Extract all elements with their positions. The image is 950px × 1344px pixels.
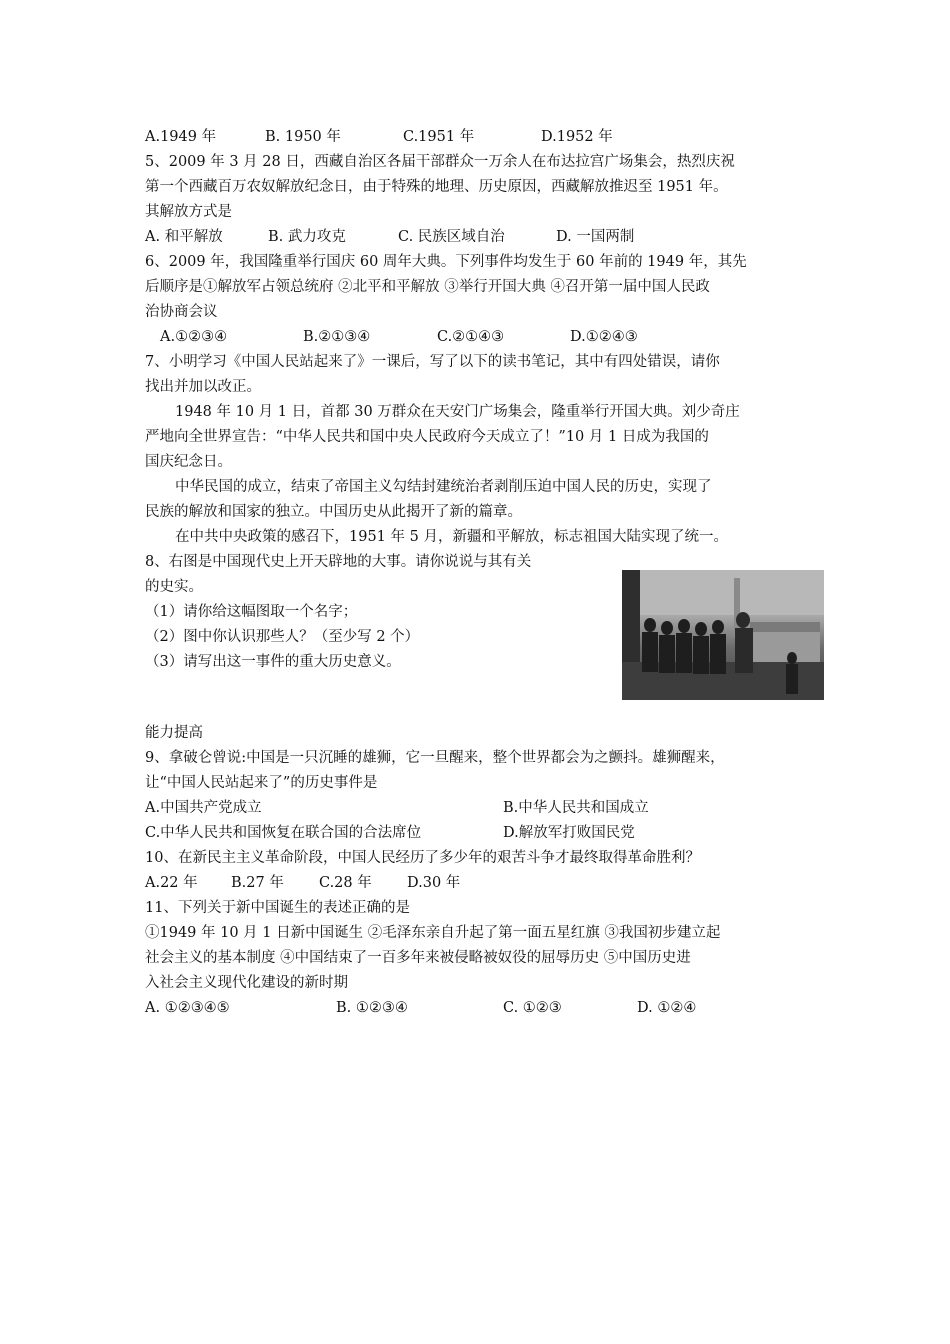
q5-stem-line-2: 第一个西藏百万农奴解放纪念日，由于特殊的地理、历史原因，西藏解放推迟至 1951 年。 [145, 179, 728, 195]
q7-note-line-4: 中华民国的成立，结束了帝国主义勾结封建统治者剥削压迫中国人民的历史，实现了 [175, 479, 712, 495]
q10-option-d: D.30 年 [407, 875, 461, 891]
q11-option-c: C. ①②③ [503, 1000, 562, 1016]
q8-stem-line-1: 8、右图是中国现代史上开天辟地的大事。请你说说与其有关 [145, 554, 532, 570]
q4-option-d: D.1952 年 [541, 129, 613, 145]
q6-stem-line-1: 6、2009 年，我国隆重举行国庆 60 周年大典。下列事件均发生于 60 年前的 1949 年，其先 [145, 254, 747, 270]
q6-option-d: D.①②④③ [570, 329, 638, 345]
q5-option-d: D. 一国两制 [556, 229, 635, 245]
q4-option-b: B. 1950 年 [265, 129, 341, 145]
q9-option-b: B.中华人民共和国成立 [503, 800, 649, 816]
q5-option-c: C. 民族区域自治 [398, 229, 505, 245]
q11-stem-line-3: 社会主义的基本制度 ④中国结束了一百多年来被侵略被奴役的屈辱历史 ⑤中国历史进 [145, 950, 691, 966]
q11-stem-line-2: ①1949 年 10 月 1 日新中国诞生 ②毛泽东亲自升起了第一面五星红旗 ③我国初步建立起 [145, 925, 721, 941]
q9-option-a: A.中国共产党成立 [145, 800, 262, 816]
q5-stem-line-3: 其解放方式是 [145, 204, 232, 220]
q9-stem-line-1: 9、拿破仑曾说:中国是一只沉睡的雄狮，它一旦醒来，整个世界都会为之颤抖。雄狮醒来， [145, 750, 725, 766]
q7-note-line-5: 民族的解放和国家的独立。中国历史从此揭开了新的篇章。 [145, 504, 522, 520]
q11-option-d: D. ①②④ [637, 1000, 697, 1016]
q9-option-c: C.中华人民共和国恢复在联合国的合法席位 [145, 825, 422, 841]
q11-stem-line-1: 11、下列关于新中国诞生的表述正确的是 [145, 900, 410, 916]
q8-subquestion-3: （3）请写出这一事件的重大历史意义。 [145, 654, 401, 670]
q7-stem-line-2: 找出并加以改正。 [145, 379, 261, 395]
q6-stem-line-3: 治协商会议 [145, 304, 218, 320]
q10-option-a: A.22 年 [145, 875, 198, 891]
q7-note-line-1: 1948 年 10 月 1 日，首都 30 万群众在天安门广场集会，隆重举行开国大典。刘少奇庄 [175, 404, 740, 420]
founding-ceremony-photo [622, 570, 824, 700]
q7-note-line-2: 严地向全世界宣告：“中华人民共和国中央人民政府今天成立了！”10 月 1 日成为我国的 [145, 429, 709, 445]
q9-stem-line-2: 让“中国人民站起来了”的历史事件是 [145, 775, 378, 791]
q6-stem-line-2: 后顺序是①解放军占领总统府 ②北平和平解放 ③举行开国大典 ④召开第一届中国人民政 [145, 279, 710, 295]
q6-option-a: A.①②③④ [160, 329, 228, 345]
q10-stem: 10、在新民主主义革命阶段，中国人民经历了多少年的艰苦斗争才最终取得革命胜利？ [145, 850, 700, 866]
q11-stem-line-4: 入社会主义现代化建设的新时期 [145, 975, 348, 991]
q11-option-a: A. ①②③④⑤ [145, 1000, 230, 1016]
q5-stem-line-1: 5、2009 年 3 月 28 日，西藏自治区各届干部群众一万余人在布达拉宫广场集会，热烈庆祝 [145, 154, 735, 170]
q8-stem-line-2: 的史实。 [145, 579, 203, 595]
q4-option-a: A.1949 年 [145, 129, 217, 145]
q5-option-b: B. 武力攻克 [268, 229, 346, 245]
q10-option-c: C.28 年 [319, 875, 372, 891]
q9-option-d: D.解放军打败国民党 [503, 825, 635, 841]
q6-option-b: B.②①③④ [303, 329, 371, 345]
q11-option-b: B. ①②③④ [336, 1000, 408, 1016]
q7-stem-line-1: 7、小明学习《中国人民站起来了》一课后，写了以下的读书笔记，其中有四处错误，请你 [145, 354, 720, 370]
section-title: 能力提高 [145, 725, 203, 741]
q7-note-line-3: 国庆纪念日。 [145, 454, 232, 470]
q8-subquestion-2: （2）图中你认识那些人？（至少写 2 个） [145, 629, 420, 645]
q6-option-c: C.②①④③ [437, 329, 505, 345]
q7-note-line-6: 在中共中央政策的感召下，1951 年 5 月，新疆和平解放，标志祖国大陆实现了统一。 [175, 529, 728, 545]
q5-option-a: A. 和平解放 [145, 229, 223, 245]
q8-subquestion-1: （1）请你给这幅图取一个名字； [145, 604, 358, 620]
q10-option-b: B.27 年 [231, 875, 284, 891]
q4-option-c: C.1951 年 [403, 129, 475, 145]
